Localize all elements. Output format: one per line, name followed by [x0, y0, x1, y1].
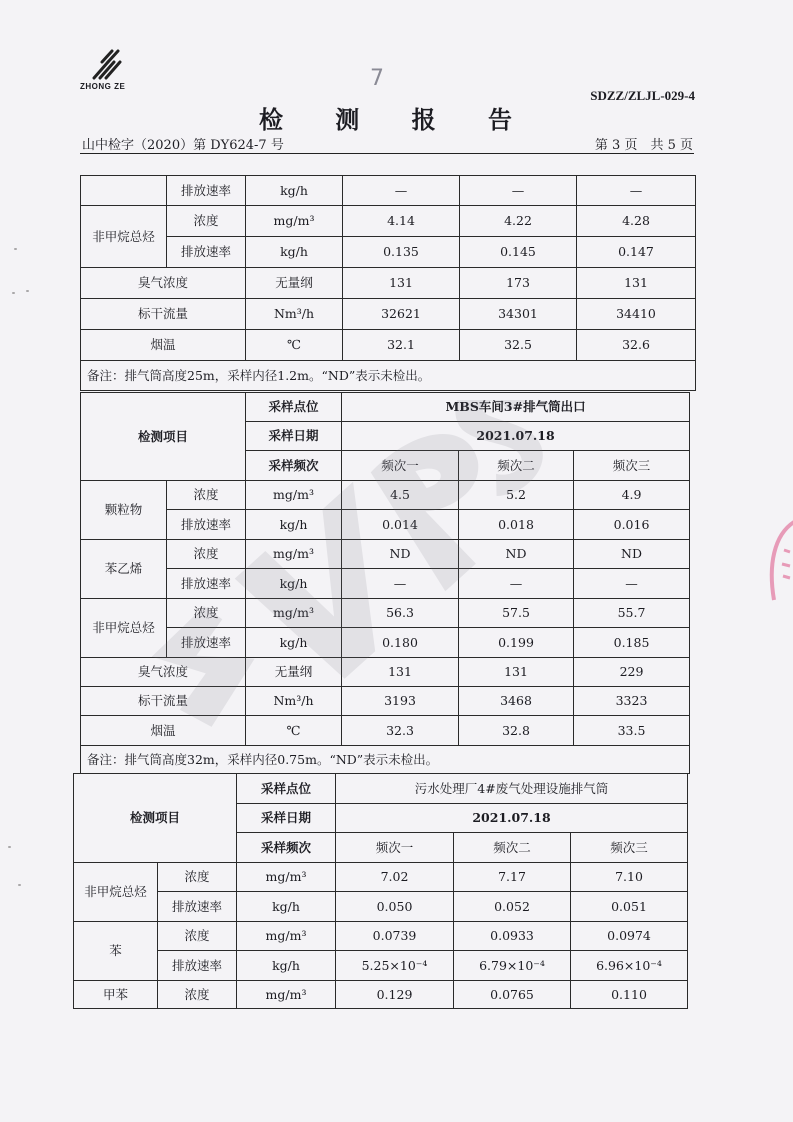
- site-label: 采样点位: [246, 393, 342, 422]
- table-cell: mg/m³: [246, 540, 342, 569]
- table-row: [81, 268, 696, 299]
- table-row: [81, 330, 696, 361]
- scan-speck: [26, 290, 29, 292]
- table-row: [81, 569, 690, 599]
- table-cell: kg/h: [237, 892, 336, 922]
- table-cell: 3193: [342, 687, 459, 716]
- site-label: 采样点位: [237, 774, 336, 804]
- table-cell: 臭气浓度: [81, 268, 246, 299]
- table-cell: 0.147: [577, 237, 696, 268]
- table-row: [81, 299, 696, 330]
- freq-header: 频次一: [336, 833, 454, 863]
- freq-label: 采样频次: [246, 451, 342, 481]
- table-note: 备注：排气筒高度25m，采样内径1.2m。“ND”表示未检出。: [81, 361, 696, 391]
- table-cell: —: [459, 569, 574, 599]
- table-cell: ℃: [246, 330, 343, 361]
- table-cell: 无量纲: [246, 268, 343, 299]
- table-row: [74, 981, 688, 1009]
- scan-speck: [14, 248, 17, 250]
- table-cell: 非甲烷总烃: [81, 206, 167, 268]
- table-row: [81, 628, 690, 658]
- table-cell: 131: [342, 658, 459, 687]
- table-cell: 0.016: [574, 510, 690, 540]
- table-cell: 浓度: [167, 481, 246, 510]
- scan-speck: [8, 846, 11, 848]
- table-cell: 7.10: [571, 863, 688, 892]
- table-cell: 标干流量: [81, 687, 246, 716]
- table-cell: 0.180: [342, 628, 459, 658]
- table-cell: mg/m³: [246, 599, 342, 628]
- table-cell: 0.0974: [571, 922, 688, 951]
- group-name: 甲苯: [74, 981, 158, 1009]
- table-cell: 4.28: [577, 206, 696, 237]
- group-name: 颗粒物: [81, 481, 167, 540]
- table-cell: 0.135: [343, 237, 460, 268]
- group-name: 非甲烷总烃: [74, 863, 158, 922]
- table-cell: 3468: [459, 687, 574, 716]
- table-cell: 排放速率: [158, 951, 237, 981]
- table-cell: 32.8: [459, 716, 574, 746]
- table-cell: mg/m³: [237, 981, 336, 1009]
- results-table-continued: [80, 175, 696, 391]
- table-cell: 0.018: [459, 510, 574, 540]
- table-cell: 131: [343, 268, 460, 299]
- table-row: [81, 658, 690, 687]
- table-cell: 4.5: [342, 481, 459, 510]
- date-value: 2021.07.18: [342, 422, 690, 451]
- table-cell: 无量纲: [246, 658, 342, 687]
- group-name: 非甲烷总烃: [81, 599, 167, 658]
- table-cell: 排放速率: [167, 628, 246, 658]
- document-code: SDZZ/ZLJL-029-4: [590, 88, 695, 103]
- logo-mark-icon: [88, 48, 128, 80]
- seal-stamp-edge-icon: [766, 520, 793, 610]
- table-cell: 0.050: [336, 892, 454, 922]
- table-cell: 0.185: [574, 628, 690, 658]
- table-row: [81, 716, 690, 746]
- table-cell: 0.0739: [336, 922, 454, 951]
- table-cell: kg/h: [237, 951, 336, 981]
- table-row: [81, 599, 690, 628]
- table-cell: 229: [574, 658, 690, 687]
- table-cell: 0.110: [571, 981, 688, 1009]
- table-row: [81, 393, 690, 422]
- table-cell: 32.5: [460, 330, 577, 361]
- table-cell: 55.7: [574, 599, 690, 628]
- header-divider: [80, 153, 694, 154]
- table-cell: 0.129: [336, 981, 454, 1009]
- handwritten-mark: 7: [370, 66, 384, 91]
- table-cell: 32.6: [577, 330, 696, 361]
- freq-header: 频次一: [342, 451, 459, 481]
- table-row: [81, 746, 690, 774]
- table-cell: 5.2: [459, 481, 574, 510]
- table-cell: mg/m³: [246, 206, 343, 237]
- site-value: 污水处理厂4#废气处理设施排气筒: [336, 774, 688, 804]
- table-cell: kg/h: [246, 237, 343, 268]
- table-cell: 131: [459, 658, 574, 687]
- table-cell: 0.0933: [454, 922, 571, 951]
- table-cell: 0.014: [342, 510, 459, 540]
- table-cell: 56.3: [342, 599, 459, 628]
- table-cell: 7.17: [454, 863, 571, 892]
- table-cell: kg/h: [246, 176, 343, 206]
- table-cell: 4.22: [460, 206, 577, 237]
- scan-speck: [18, 884, 21, 886]
- table-cell: 浓度: [167, 599, 246, 628]
- table-row: [74, 774, 688, 804]
- table-cell: 排放速率: [167, 569, 246, 599]
- results-table-wastewater-plant: [73, 773, 688, 1009]
- table-cell: —: [577, 176, 696, 206]
- table-cell: 33.5: [574, 716, 690, 746]
- table-row: [74, 951, 688, 981]
- table-cell: 32.3: [342, 716, 459, 746]
- table-note: 备注：排气筒高度32m，采样内径0.75m。“ND”表示未检出。: [81, 746, 690, 774]
- freq-header: 频次二: [454, 833, 571, 863]
- table-cell: 4.9: [574, 481, 690, 510]
- table-cell: 131: [577, 268, 696, 299]
- group-name: 苯: [74, 922, 158, 981]
- report-number: 山中检字（2020）第 DY624-7 号: [82, 138, 284, 153]
- date-label: 采样日期: [246, 422, 342, 451]
- table-cell: ND: [342, 540, 459, 569]
- table-cell: 排放速率: [167, 510, 246, 540]
- table-cell: 浓度: [167, 540, 246, 569]
- table-cell: Nm³/h: [246, 299, 343, 330]
- table-cell: [81, 176, 167, 206]
- table-row: [81, 361, 696, 391]
- item-header: 检测项目: [81, 393, 246, 481]
- table-cell: 0.0765: [454, 981, 571, 1009]
- table-cell: 浓度: [158, 863, 237, 892]
- table-cell: 5.25×10⁻⁴: [336, 951, 454, 981]
- freq-header: 频次三: [574, 451, 690, 481]
- company-logo: [80, 48, 140, 91]
- table-cell: 烟温: [81, 330, 246, 361]
- table-cell: ND: [459, 540, 574, 569]
- table-cell: 0.052: [454, 892, 571, 922]
- table-cell: 57.5: [459, 599, 574, 628]
- table-row: [74, 863, 688, 892]
- table-row: [74, 922, 688, 951]
- table-cell: 标干流量: [81, 299, 246, 330]
- table-cell: 0.199: [459, 628, 574, 658]
- table-cell: 3323: [574, 687, 690, 716]
- table-row: [74, 892, 688, 922]
- table-cell: 浓度: [158, 922, 237, 951]
- table-cell: Nm³/h: [246, 687, 342, 716]
- table-cell: ℃: [246, 716, 342, 746]
- table-cell: 4.14: [343, 206, 460, 237]
- table-cell: kg/h: [246, 628, 342, 658]
- table-cell: ND: [574, 540, 690, 569]
- table-cell: kg/h: [246, 510, 342, 540]
- site-value: MBS车间3#排气筒出口: [342, 393, 690, 422]
- table-row: [81, 481, 690, 510]
- table-cell: —: [574, 569, 690, 599]
- table-cell: —: [460, 176, 577, 206]
- page-number: 第 3 页 共 5 页: [594, 138, 693, 153]
- page-title: 检 测 报 告: [258, 105, 535, 134]
- freq-header: 频次三: [571, 833, 688, 863]
- table-cell: —: [343, 176, 460, 206]
- table-cell: 34301: [460, 299, 577, 330]
- table-cell: 6.96×10⁻⁴: [571, 951, 688, 981]
- table-cell: 排放速率: [158, 892, 237, 922]
- table-cell: 7.02: [336, 863, 454, 892]
- table-row: [81, 176, 696, 206]
- table-cell: 浓度: [158, 981, 237, 1009]
- table-row: [81, 206, 696, 237]
- freq-label: 采样频次: [237, 833, 336, 863]
- freq-header: 频次二: [459, 451, 574, 481]
- table-cell: 32621: [343, 299, 460, 330]
- date-label: 采样日期: [237, 804, 336, 833]
- table-row: [81, 237, 696, 268]
- table-cell: 0.145: [460, 237, 577, 268]
- group-name: 苯乙烯: [81, 540, 167, 599]
- table-cell: mg/m³: [237, 863, 336, 892]
- results-table-mbs-outlet: [80, 392, 690, 774]
- table-row: [81, 687, 690, 716]
- table-cell: 6.79×10⁻⁴: [454, 951, 571, 981]
- logo-text: ZHONG ZE: [80, 82, 126, 91]
- table-cell: 173: [460, 268, 577, 299]
- table-cell: —: [342, 569, 459, 599]
- table-row: [81, 540, 690, 569]
- table-cell: 排放速率: [167, 176, 246, 206]
- table-cell: 32.1: [343, 330, 460, 361]
- table-cell: 烟温: [81, 716, 246, 746]
- table-cell: 34410: [577, 299, 696, 330]
- table-cell: mg/m³: [237, 922, 336, 951]
- table-cell: 臭气浓度: [81, 658, 246, 687]
- date-value: 2021.07.18: [336, 804, 688, 833]
- table-row: [81, 510, 690, 540]
- table-cell: 浓度: [167, 206, 246, 237]
- table-cell: 0.051: [571, 892, 688, 922]
- table-cell: 排放速率: [167, 237, 246, 268]
- table-cell: mg/m³: [246, 481, 342, 510]
- table-cell: kg/h: [246, 569, 342, 599]
- item-header: 检测项目: [74, 774, 237, 863]
- scan-speck: [12, 292, 15, 294]
